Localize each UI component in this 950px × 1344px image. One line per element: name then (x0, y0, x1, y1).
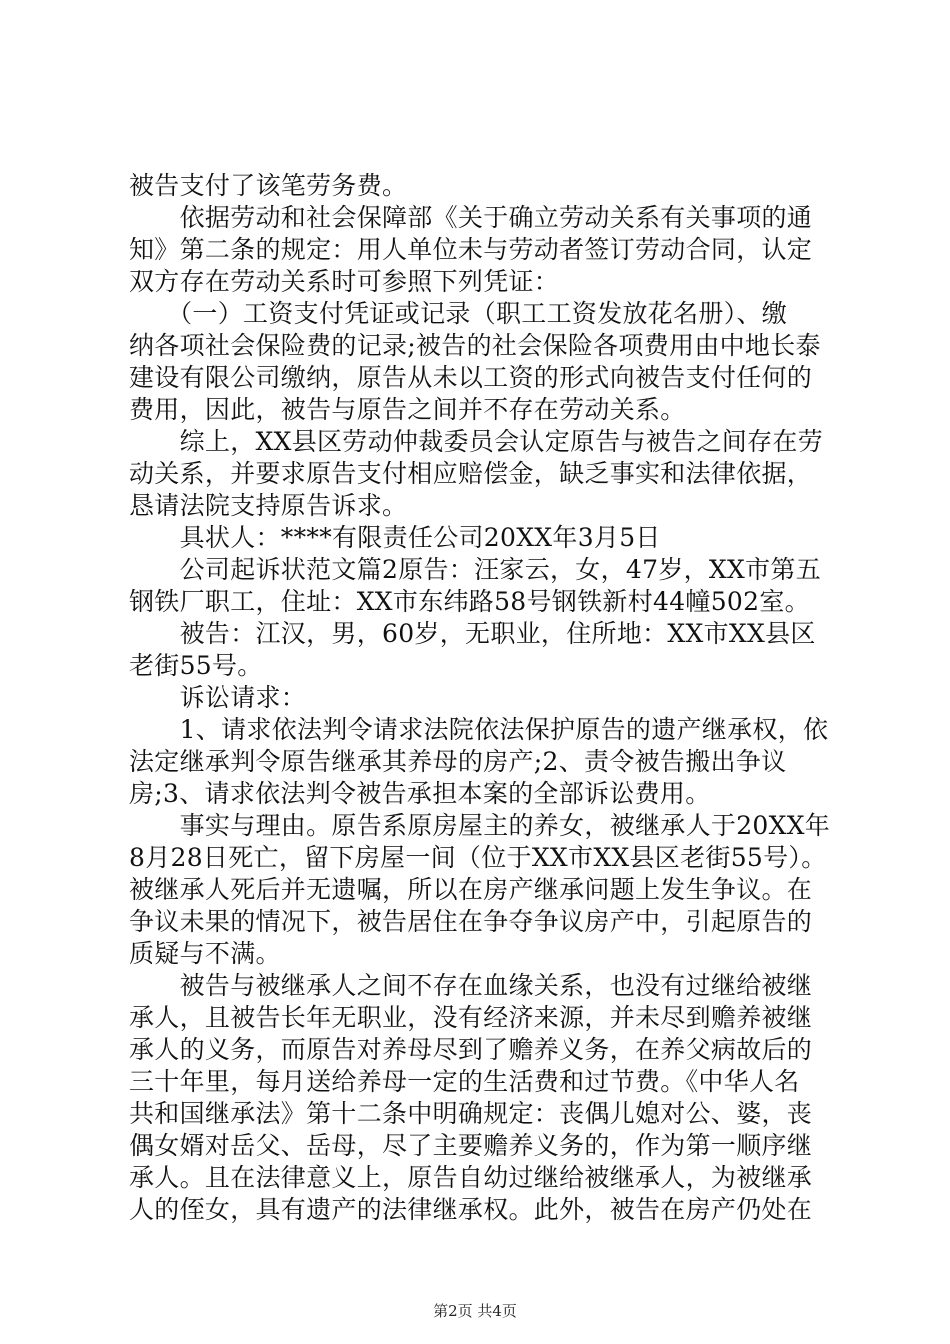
text-line: 三十年里，每月送给养母一定的生活费和过节费。《中华人名 (129, 1067, 800, 1096)
text-line: 公司起诉状范文篇2原告：汪家云，女，47岁，XX市第五 (129, 555, 822, 584)
text-line: 被继承人死后并无遗嘱，所以在房产继承问题上发生争议。在 (129, 875, 813, 904)
text-line: 诉讼请求： (129, 683, 307, 712)
page-number-footer: 第2页 共4页 (433, 1302, 517, 1320)
text-line: 承人，且被告长年无职业，没有经济来源，并未尽到赡养被继 (129, 1003, 813, 1032)
text-line: 被告支付了该笔劳务费。 (129, 171, 408, 200)
text-line: 被告：江汉，男，60岁，无职业，住所地：XX市XX县区 (129, 619, 816, 648)
text-line: 共和国继承法》第十二条中明确规定：丧偶儿媳对公、婆，丧 (129, 1099, 813, 1128)
text-line: 纳各项社会保险费的记录;被告的社会保险各项费用由中地长泰 (129, 331, 821, 360)
text-line: 人的侄女，具有遗产的法律继承权。此外，被告在房产仍处在 (129, 1195, 813, 1224)
text-line: 建设有限公司缴纳，原告从未以工资的形式向被告支付任何的 (129, 363, 813, 392)
text-line: 法定继承判令原告继承其养母的房产;2、责令被告搬出争议 (129, 747, 787, 776)
text-line: 动关系，并要求原告支付相应赔偿金，缺乏事实和法律依据， (129, 459, 813, 488)
text-line: 知》第二条的规定：用人单位未与劳动者签订劳动合同，认定 (129, 235, 813, 264)
text-line: （一）工资支付凭证或记录（职工工资发放花名册）、缴 (129, 299, 788, 328)
text-line: 依据劳动和社会保障部《关于确立劳动关系有关事项的通 (129, 203, 813, 232)
text-line: 钢铁厂职工，住址：XX市东纬路58号钢铁新村44幢502室。 (129, 587, 810, 616)
text-line: 具状人：****有限责任公司20XX年3月5日 (129, 523, 661, 552)
text-line: 被告与被继承人之间不存在血缘关系，也没有过继给被继 (129, 971, 813, 1000)
text-line: 费用，因此，被告与原告之间并不存在劳动关系。 (129, 395, 686, 424)
document-body (129, 170, 834, 1226)
text-line: 8月28日死亡，留下房屋一间（位于XX市XX县区老街55号）。 (129, 843, 827, 872)
text-line: 事实与理由。原告系原房屋主的养女，被继承人于20XX年 (129, 811, 831, 840)
text-line: 1、请求依法判令请求法院依法保护原告的遗产继承权，依 (129, 715, 829, 744)
text-line: 承人。且在法律意义上，原告自幼过继给被继承人，为被继承 (129, 1163, 813, 1192)
text-line: 综上，XX县区劳动仲裁委员会认定原告与被告之间存在劳 (129, 427, 823, 456)
text-line: 老街55号。 (129, 651, 263, 680)
text-line: 质疑与不满。 (129, 939, 281, 968)
text-line: 恳请法院支持原告诉求。 (129, 491, 408, 520)
text-line: 争议未果的情况下，被告居住在争夺争议房产中，引起原告的 (129, 907, 813, 936)
text-line: 双方存在劳动关系时可参照下列凭证： (129, 267, 560, 296)
text-line: 房;3、请求依法判令被告承担本案的全部诉讼费用。 (129, 779, 711, 808)
text-line: 偶女婿对岳父、岳母，尽了主要赡养义务的，作为第一顺序继 (129, 1131, 813, 1160)
text-line: 承人的义务，而原告对养母尽到了赡养义务，在养父病故后的 (129, 1035, 813, 1064)
